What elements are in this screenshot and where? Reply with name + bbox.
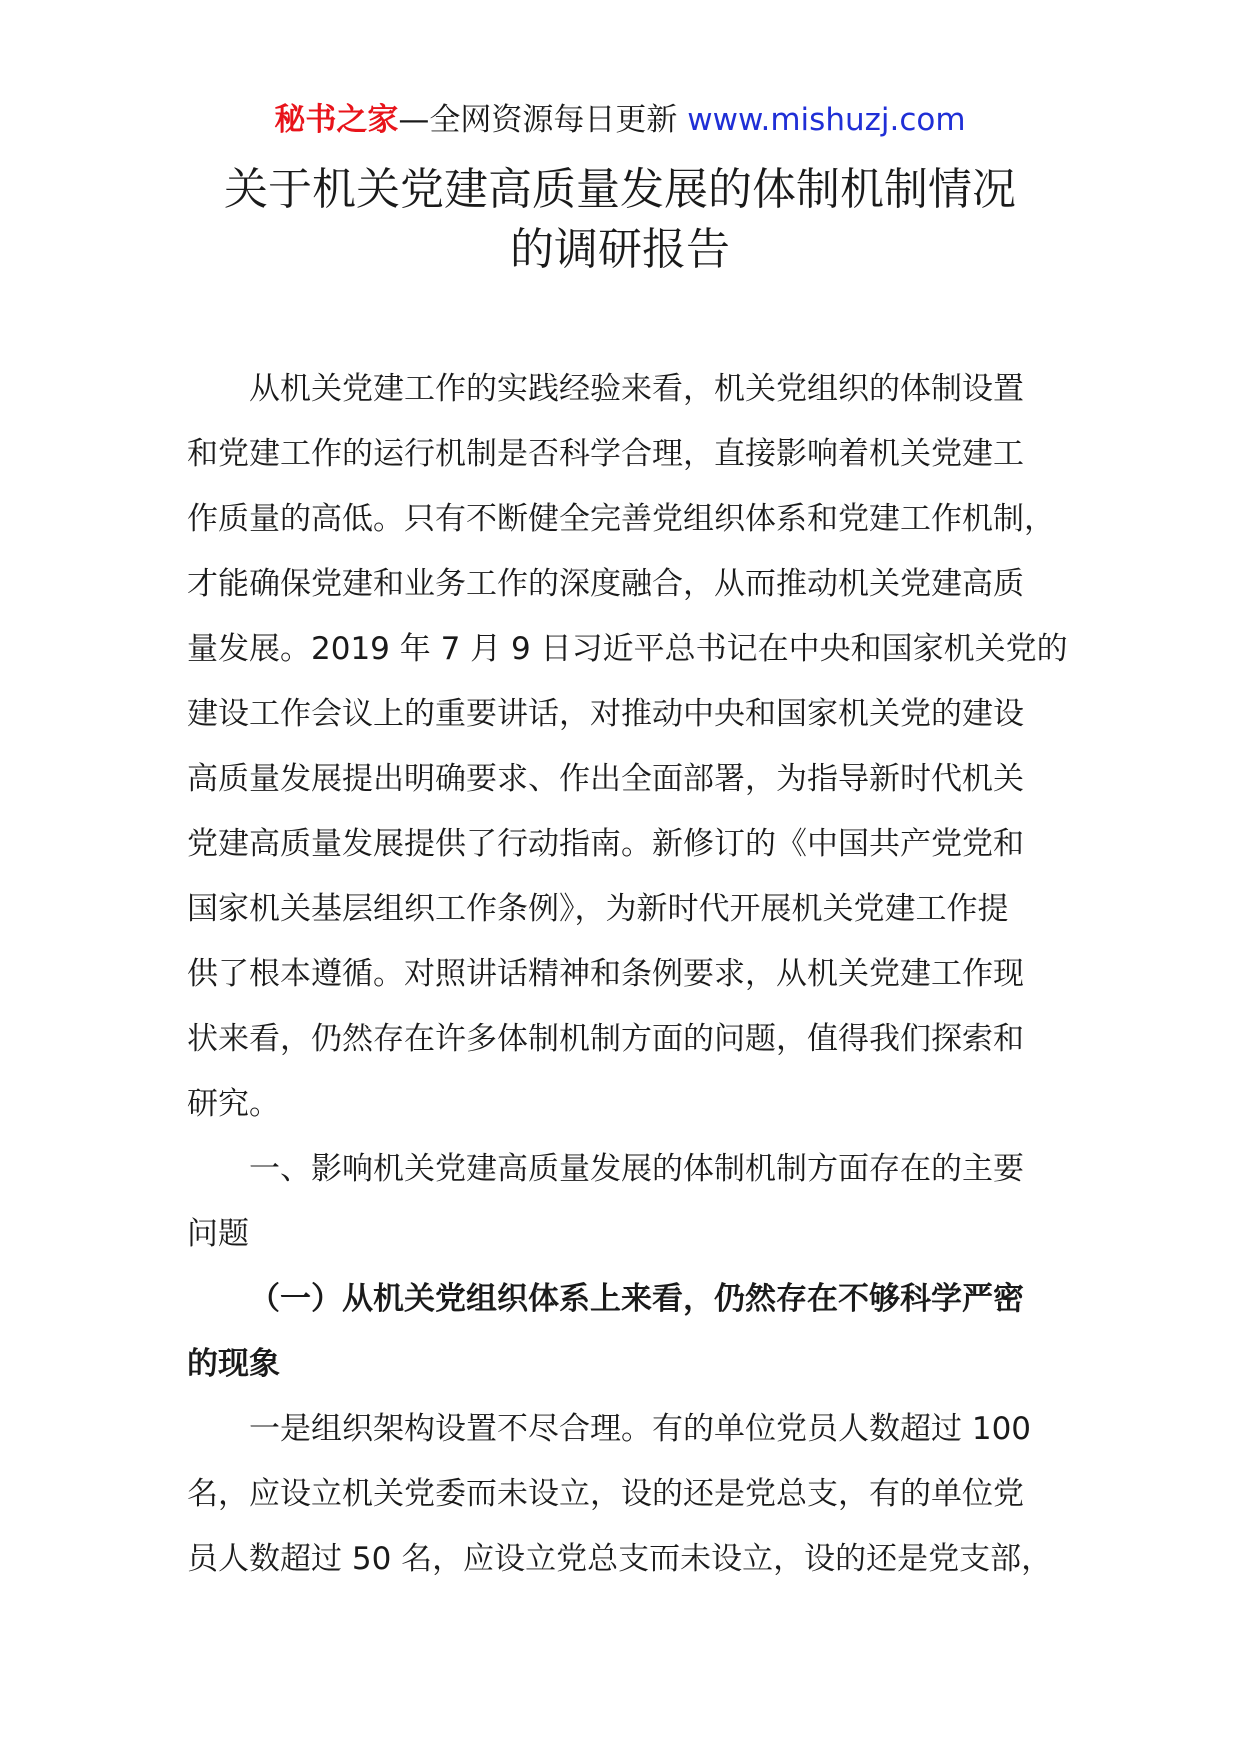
document-body [187,357,1077,1592]
title-line-2: 的调研报告 [510,224,730,275]
body-line: 从机关党建工作的实践经验来看，机关党组织的体制设置 [249,371,1024,407]
subsection-heading-line: 的现象 [187,1346,280,1382]
body-line: 供了根本遵循。对照讲话精神和条例要求，从机关党建工作现 [187,956,1024,992]
body-line: 名，应设立机关党委而未设立，设的还是党总支，有的单位党 [187,1476,1024,1512]
body-line: 才能确保党建和业务工作的深度融合，从而推动机关党建高质 [187,566,1024,602]
body-line: 一是组织架构设置不尽合理。有的单位党员人数超过 100 [249,1411,1032,1447]
body-line: 研究。 [187,1086,280,1122]
body-line: 建设工作会议上的重要讲话，对推动中央和国家机关党的建设 [187,696,1024,732]
body-line: 国家机关基层组织工作条例》，为新时代开展机关党建工作提 [187,891,1009,927]
site-url-link[interactable]: www.mishuzj.com [687,102,966,138]
body-line: 量发展。2019 年 7 月 9 日习近平总书记在中央和国家机关党的 [187,631,1068,667]
body-line: 员人数超过 50 名，应设立党总支而未设立，设的还是党支部， [187,1541,1053,1577]
body-line: 党建高质量发展提供了行动指南。新修订的《中国共产党党和 [187,826,1024,862]
site-tagline: —全网资源每日更新 [398,102,678,138]
brand-name: 秘书之家 [274,102,399,138]
section-heading-line: 一、影响机关党建高质量发展的体制机制方面存在的主要 [249,1151,1024,1187]
title-line-1: 关于机关党建高质量发展的体制机制情况 [224,164,1016,215]
subsection-heading-line: （一）从机关党组织体系上来看，仍然存在不够科学严密 [249,1281,1024,1317]
body-line: 和党建工作的运行机制是否科学合理，直接影响着机关党建工 [187,436,1024,472]
site-header [0,100,1240,140]
body-line: 状来看，仍然存在许多体制机制方面的问题，值得我们探索和 [187,1021,1024,1057]
section-heading-line: 问题 [187,1216,249,1252]
body-line: 高质量发展提出明确要求、作出全面部署，为指导新时代机关 [187,761,1024,797]
body-line: 作质量的高低。只有不断健全完善党组织体系和党建工作机制， [187,501,1055,537]
document-title [0,160,1240,280]
